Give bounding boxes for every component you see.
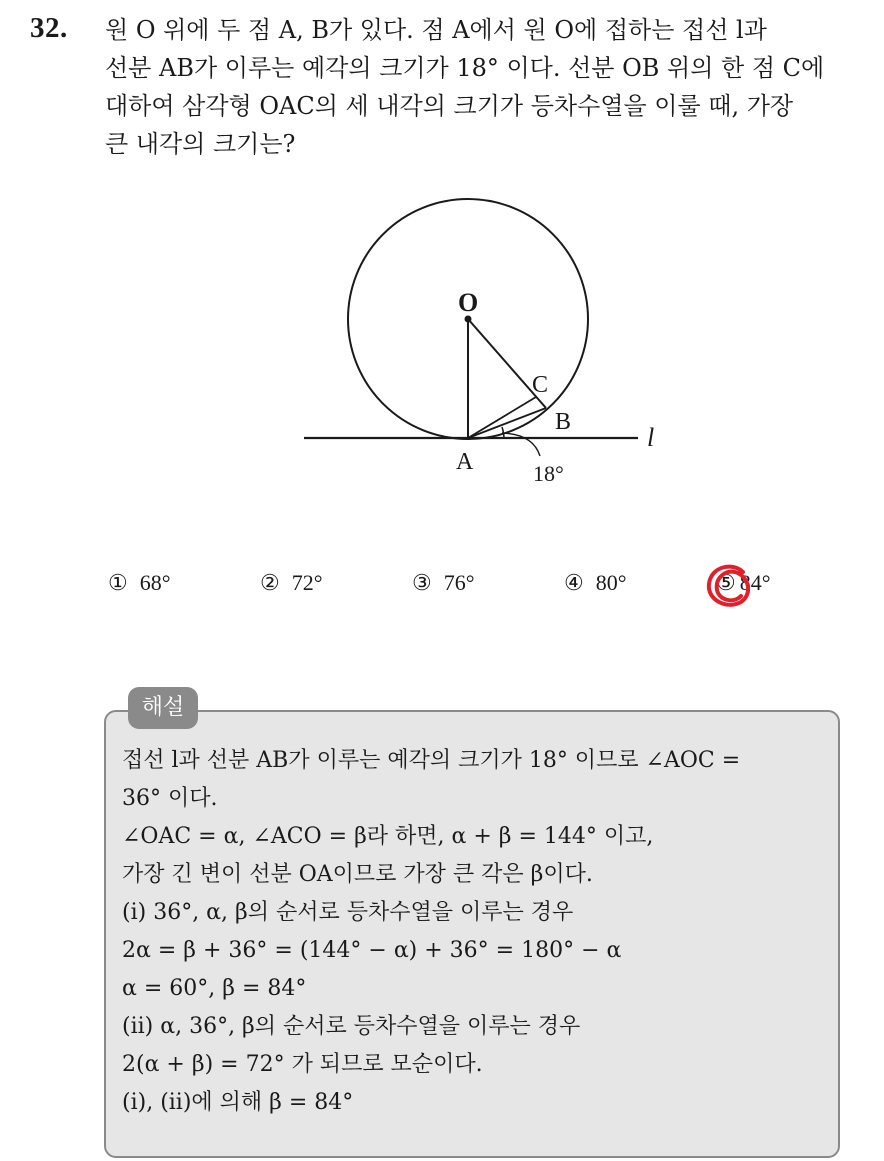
choice-3[interactable] bbox=[412, 570, 475, 596]
choice-3-value: 76° bbox=[443, 570, 475, 595]
solution-line-3: ∠OAC = α, ∠ACO = β라 하면, α + β = 144° 이고, bbox=[122, 824, 654, 849]
geometry-figure bbox=[290, 178, 710, 498]
choice-1-number: ① bbox=[108, 570, 128, 595]
label-b: B bbox=[555, 409, 572, 435]
choice-1[interactable] bbox=[108, 570, 171, 596]
choice-4-number: ④ bbox=[564, 570, 584, 595]
solution-line-9: 2(α + β) = 72° 가 되므로 모순이다. bbox=[122, 1052, 483, 1077]
question-line-3: 대하여 삼각형 OAC의 세 내각의 크기가 등차수열을 이룰 때, 가장 bbox=[105, 92, 794, 120]
choice-3-number: ③ bbox=[412, 570, 432, 595]
choice-2[interactable] bbox=[260, 570, 323, 596]
solution-line-6: 2α = β + 36° = (144° − α) + 36° = 180° − α bbox=[122, 938, 622, 963]
answer-circle-mark bbox=[703, 560, 755, 612]
choice-4-value: 80° bbox=[595, 570, 627, 595]
choice-5-value: 84° bbox=[739, 570, 771, 595]
choice-4[interactable] bbox=[564, 570, 627, 596]
label-a: A bbox=[456, 449, 474, 475]
angle-pointer bbox=[502, 433, 540, 456]
solution-line-1: 접선 l과 선분 AB가 이루는 예각의 크기가 18° 이므로 ∠AOC = bbox=[122, 748, 741, 773]
solution-line-10: (i), (ii)에 의해 β = 84° bbox=[122, 1090, 354, 1115]
solution-line-8: (ii) α, 36°, β의 순서로 등차수열을 이루는 경우 bbox=[122, 1014, 581, 1039]
solution-line-7: α = 60°, β = 84° bbox=[122, 976, 307, 1001]
question-line-2: 선분 AB가 이루는 예각의 크기가 18° 이다. 선분 OB 위의 한 점 C에 bbox=[105, 54, 825, 82]
question-line-1: 원 O 위에 두 점 A, B가 있다. 점 A에서 원 O에 접하는 접선 l과 bbox=[105, 16, 767, 44]
question-number: 32. bbox=[30, 12, 68, 44]
choice-1-value: 68° bbox=[139, 570, 171, 595]
solution-tab: 해설 bbox=[128, 687, 198, 729]
choice-2-number: ② bbox=[260, 570, 280, 595]
question-line-4: 큰 내각의 크기는? bbox=[105, 130, 296, 158]
label-l: l bbox=[647, 423, 655, 452]
label-o: O bbox=[458, 288, 479, 317]
solution-line-5: (i) 36°, α, β의 순서로 등차수열을 이루는 경우 bbox=[122, 900, 574, 925]
segment-ac bbox=[468, 397, 536, 438]
label-angle: 18° bbox=[533, 461, 564, 486]
choice-2-value: 72° bbox=[291, 570, 323, 595]
label-c: C bbox=[532, 372, 549, 398]
solution-line-2: 36° 이다. bbox=[122, 786, 218, 811]
solution-line-4: 가장 긴 변이 선분 OA이므로 가장 큰 각은 β이다. bbox=[122, 862, 593, 887]
choice-5-number: ⑤ bbox=[716, 570, 736, 595]
